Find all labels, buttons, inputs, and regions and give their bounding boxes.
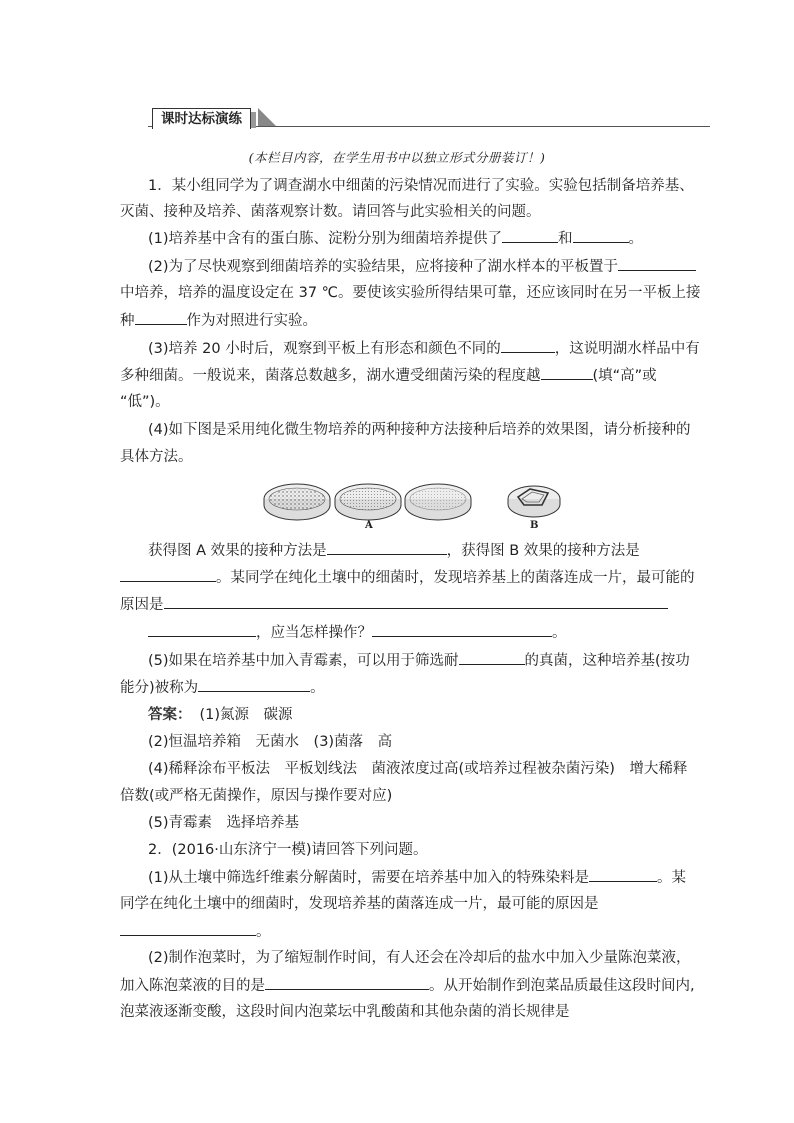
q1-part4-method-a-text: 获得图 A 效果的接种方法是 — [148, 543, 327, 559]
q1-part5-text: (5)如果在培养基中加入青霉素，可以用于筛选耐 — [148, 653, 459, 669]
q2-part1-line1 — [148, 867, 686, 888]
answer-blank[interactable] — [164, 594, 668, 609]
q2-part1-line2: 同学在纯化土壤中的细菌时，发现培养基的菌落连成一片，最可能的原因是 — [120, 896, 599, 912]
answer-blank[interactable] — [135, 310, 187, 325]
q1-part1 — [148, 228, 643, 249]
petri-dish-illustration — [262, 475, 562, 535]
q1-part4-method-b-text: ，获得图 B 效果的接种方法是 — [446, 543, 640, 559]
q1-part3-line2-start: 多种细菌。一般说来，菌落总数越多，湖水遭受细菌污染的程度越 — [120, 368, 541, 384]
q1-part4-operation-text: ，应当怎样操作？ — [256, 625, 372, 641]
q1-part1-text: (1)培养基中含有的蛋白胨、淀粉分别为细菌培养提供了 — [148, 231, 503, 247]
dish-b — [508, 486, 560, 517]
q1-stem-line1: 1．某小组同学为了调查湖水中细菌的污染情况而进行了实验。实验包括制备培养基、 — [148, 178, 694, 194]
q2-part1-line3 — [120, 921, 271, 942]
answer-blank[interactable] — [198, 677, 310, 692]
q1-part2-line3-end: 作为对照进行实验。 — [186, 313, 317, 329]
figure-label-a: A — [365, 520, 373, 531]
answer-4-line1: (4)稀释涂布平板法 平板划线法 菌液浓度过高(或培养过程被杂菌污染) 增大稀释 — [148, 761, 688, 777]
q1-part3-line3: “低”)。 — [120, 394, 170, 410]
petri-dish-figure — [262, 475, 562, 535]
answer-1: (1)氮源 碳源 — [199, 707, 293, 723]
q1-part4-after-line3 — [120, 594, 668, 615]
answer-blank[interactable] — [120, 921, 256, 936]
section-title: 课时达标演练 — [152, 108, 251, 129]
answer-blank[interactable] — [148, 622, 256, 637]
answer-label: 答案： — [148, 707, 192, 723]
q1-part3-line2-end: (填“高”或 — [592, 368, 657, 384]
q1-part5-text2: 的真菌，这种培养基(按功 — [524, 653, 690, 669]
q1-part2-line2: 中培养，培养的温度设定在 37 ℃。要使该实验所得结果可靠，还应该同时在另一平板上接 — [120, 285, 701, 301]
figure-label-b: B — [530, 520, 539, 531]
q1-part2-text: (2)为了尽快观察到细菌培养的实验结果，应将接种了湖水样本的平板置于 — [148, 259, 619, 275]
q2-part2-purpose-text: 加入陈泡菜液的目的是 — [120, 978, 265, 994]
q1-part4-after-line1 — [148, 540, 640, 561]
q1-part2-line3-start: 种 — [120, 313, 135, 329]
q1-part4-after-line2-text: 。某同学在纯化土壤中的细菌时，发现培养基上的菌落连成一片，最可能的 — [216, 570, 695, 586]
q1-part1-end: 。 — [628, 231, 644, 247]
answer-5: (5)青霉素 选择培养基 — [148, 815, 300, 831]
q1-part3-line1 — [148, 338, 700, 359]
answer-blank[interactable] — [573, 228, 629, 243]
q1-part3-text2: ，这说明湖水样品中有 — [554, 341, 700, 357]
answer-blank[interactable] — [265, 975, 429, 990]
binding-note: (本栏目内容，在学生用书中以独立形式分册装订！) — [248, 150, 546, 165]
q1-part3-line2 — [120, 365, 657, 386]
q1-part3-text: (3)培养 20 小时后，观察到平板上有形态和颜色不同的 — [148, 341, 501, 357]
answer-blank[interactable] — [589, 867, 657, 882]
answer-blank[interactable] — [327, 540, 447, 555]
q2-part1-text: (1)从土壤中筛选纤维素分解菌时，需要在培养基中加入的特殊染料是 — [148, 870, 590, 886]
q2-part2-line2-end: 。从开始制作到泡菜品质最佳这段时间内, — [429, 978, 695, 994]
q1-part5-line2-end: 。 — [310, 680, 325, 696]
q2-part2-line3: 泡菜液逐渐变酸，这段时间内泡菜坛中乳酸菌和其他杂菌的消长规律是 — [120, 1004, 570, 1020]
answer-blank[interactable] — [120, 567, 216, 582]
answer-blank[interactable] — [459, 650, 525, 665]
q1-part2-line3 — [120, 310, 317, 331]
q1-part4-after-end: 。 — [552, 625, 567, 641]
answer-blank[interactable] — [502, 228, 558, 243]
q1-part4-line1: (4)如下图是采用纯化微生物培养的两种接种方法接种后培养的效果图，请分析接种的 — [148, 422, 691, 438]
q1-stem-line2: 灭菌、接种及培养、菌落观察计数。请回答与此实验相关的问题。 — [120, 204, 541, 220]
q1-part5-line1 — [148, 650, 690, 671]
dish-a1 — [264, 484, 330, 520]
q1-part4-line2: 具体方法。 — [120, 449, 193, 465]
q1-part1-and: 和 — [558, 231, 573, 247]
answer-2-3: (2)恒温培养箱 无菌水 (3)菌落 高 — [148, 734, 393, 750]
answer-line1 — [148, 705, 293, 725]
dish-a2 — [335, 484, 401, 520]
answer-blank[interactable] — [541, 365, 593, 380]
answer-blank[interactable] — [372, 622, 552, 637]
answer-blank[interactable] — [618, 256, 696, 271]
q2-part2-line2 — [120, 975, 695, 996]
dish-a3 — [405, 484, 471, 520]
q2-part1-end: 。 — [256, 924, 271, 940]
q1-part4-reason-text: 原因是 — [120, 597, 164, 613]
q1-part4-after-line2 — [120, 567, 695, 588]
q1-part2-line1 — [148, 256, 696, 277]
q2-stem: 2．(2016·山东济宁一模)请回答下列问题。 — [148, 842, 428, 858]
header-tab-slope — [258, 108, 276, 126]
q2-part1-text2: 。某 — [657, 870, 687, 886]
q1-part5-line2-start: 能分)被称为 — [120, 680, 199, 696]
q2-part2-line1: (2)制作泡菜时，为了缩短制作时间，有人还会在冷却后的盐水中加入少量陈泡菜液， — [148, 950, 691, 966]
q1-part5-line2 — [120, 677, 325, 698]
q1-part4-after-line4 — [148, 622, 567, 643]
answer-blank[interactable] — [501, 338, 555, 353]
answer-4-line2: 倍数(或严格无菌操作，原因与操作要对应) — [120, 788, 393, 804]
